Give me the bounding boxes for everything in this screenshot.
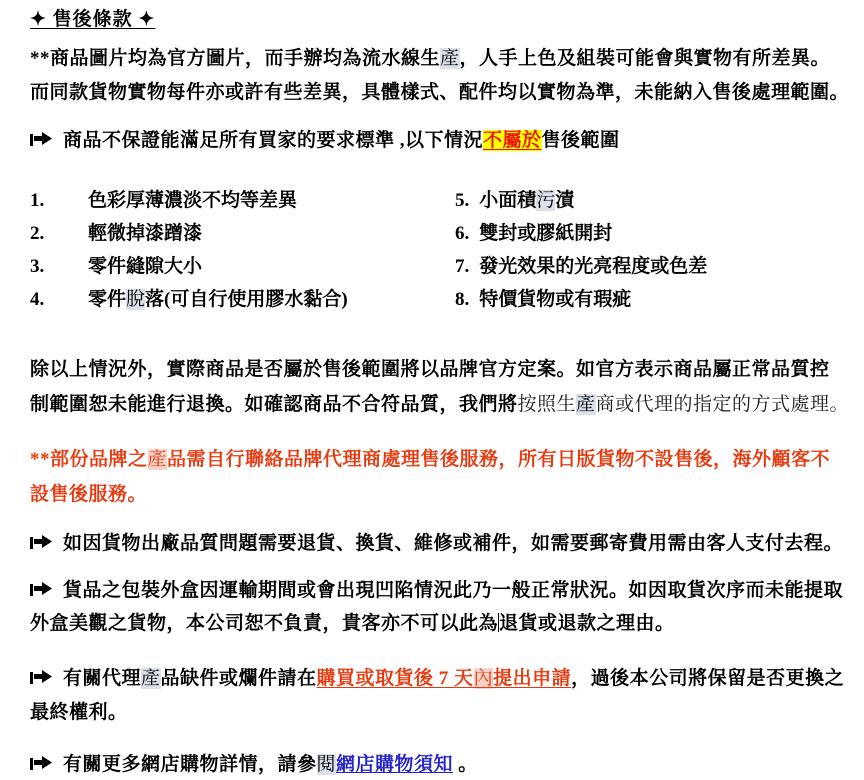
item-text: 零件縫隙大小 [88,256,203,277]
list-item [30,250,455,283]
item-text: 小面積污漬 [479,190,575,211]
arrow-bullet-icon [30,581,53,597]
item-number: 1. [30,190,45,211]
returns-note [30,528,854,560]
intro-text: **商品圖片均為官方圖片，而手辦均為流水線生 [30,48,441,69]
list-item [455,250,707,283]
packaging-text: 貨品之包裝外盒因運輸期間或會出現凹陷情況此乃一般正常狀況。如因取貨次序而未能提取 [63,580,844,601]
list-item [455,184,574,217]
packaging-text: 外盒美觀之貨物，本公司恕不負責，貴客亦不可以此為 [30,613,499,634]
quality-handling-text: 商或代理的指定的方式處理。 [595,394,850,415]
arrow-bullet-icon [30,669,53,685]
agency-text: ，過後本公司將保留是否更換之 [571,668,845,689]
more-info-text: 。 [453,754,478,775]
agency-text: 品缺件或爛件請在 [160,668,317,689]
arrow-bullet-icon [30,755,53,771]
item-number: 4. [30,289,45,310]
more-info-note [30,750,854,780]
intro-text: 而同款貨物實物每件亦或許有些差異，具體樣式、配件均以實物為準，未能納入售後處理範圍。 [30,82,850,103]
item-text: 輕微掉漆蹭漆 [88,223,203,244]
item-number: 7. [455,256,470,277]
agency-line-2 [30,696,854,730]
quality-handling-text: 按照生 [517,394,577,415]
list-row [30,217,854,250]
item-text: 色彩厚薄濃淡不均等差異 [88,190,298,211]
agency-line-1 [30,662,854,696]
substituted-char: 閱 [316,754,337,775]
substituted-char: 產 [147,449,168,470]
more-info-text: 有關更多網店購物詳情，請參 [63,754,317,775]
agency-note [30,662,854,730]
deadline-phrase: 購買或取貨後 7 天內提出申請 [316,668,572,689]
item-text: 發光效果的光亮程度或色差 [479,256,708,277]
returns-text: 如因貨物出廠品質問題需要退貨、換貨、維修或補件，如需要郵寄費用需由客人支付去程。 [63,533,844,554]
list-item [455,283,631,316]
item-text: 特價貨物或有瑕疵 [479,289,632,310]
item-number: 5. [455,190,470,211]
list-row [30,184,854,217]
quality-text: 除以上情況外，實際商品是否屬於售後範圍將以品牌官方定案。如官方表示商品屬正常品質控 [30,359,830,380]
item-text: 零件脫落(可自行使用膠水黏合) [88,289,348,310]
quality-text: 制範圍恕未能進行退換。如確認商品不合符品質，我們將 [30,394,518,415]
arrow-bullet-icon [30,131,53,147]
intro-line-1 [30,42,854,76]
scope-notice [30,126,854,156]
substituted-char: 產 [440,48,460,69]
item-number: 6. [455,223,470,244]
substituted-char: 產 [141,668,161,689]
list-item [455,217,612,250]
list-row [30,283,854,316]
brand-line-2 [30,477,854,512]
substituted-char: 內 [473,668,494,689]
item-number: 3. [30,256,45,277]
agency-text: 有關代理 [63,668,142,689]
highlighted-exclusion-phrase: 不屬於 [483,130,542,151]
packaging-text: 退貨或退款之理由。 [499,613,675,634]
list-row [30,250,854,283]
brand-line-1 [30,442,854,477]
brand-text: 品需自行聯絡品牌代理商處理售後服務，所有日版貨物不設售後，海外顧客不 [167,449,831,470]
store-shopping-notes-link[interactable]: 網店購物須知 [336,754,454,775]
item-text: 雙封或膠紙開封 [479,223,613,244]
arrow-bullet-icon [30,534,53,550]
item-number: 2. [30,223,45,244]
intro-paragraph [30,42,854,110]
brand-notice [30,442,854,512]
exclusions-list [30,184,854,316]
page-title: ✦ 售後條款 ✦ [30,9,156,30]
quality-line-2 [30,387,854,422]
agency-text: 最終權利。 [30,702,128,723]
packaging-note [30,574,854,640]
substituted-char: 污 [536,190,556,211]
packaging-line-2 [30,607,854,640]
notice-text: 商品不保證能滿足所有買家的要求標準 ,以下情況 [63,130,484,151]
item-number: 8. [455,289,470,310]
brand-text: **部份品牌之 [30,449,148,470]
brand-text: 設售後服務。 [30,484,148,505]
intro-line-2 [30,76,854,110]
notice-text: 售後範圍 [541,130,620,151]
quality-paragraph [30,352,854,422]
list-item [30,217,455,250]
list-item [30,283,455,316]
packaging-line-1 [30,574,854,607]
quality-line-1 [30,352,854,387]
substituted-char: 脫 [126,289,146,310]
substituted-char: 產 [576,394,596,415]
list-item [30,184,455,217]
intro-text: ，人手上色及組裝可能會與實物有所差異。 [459,48,831,69]
